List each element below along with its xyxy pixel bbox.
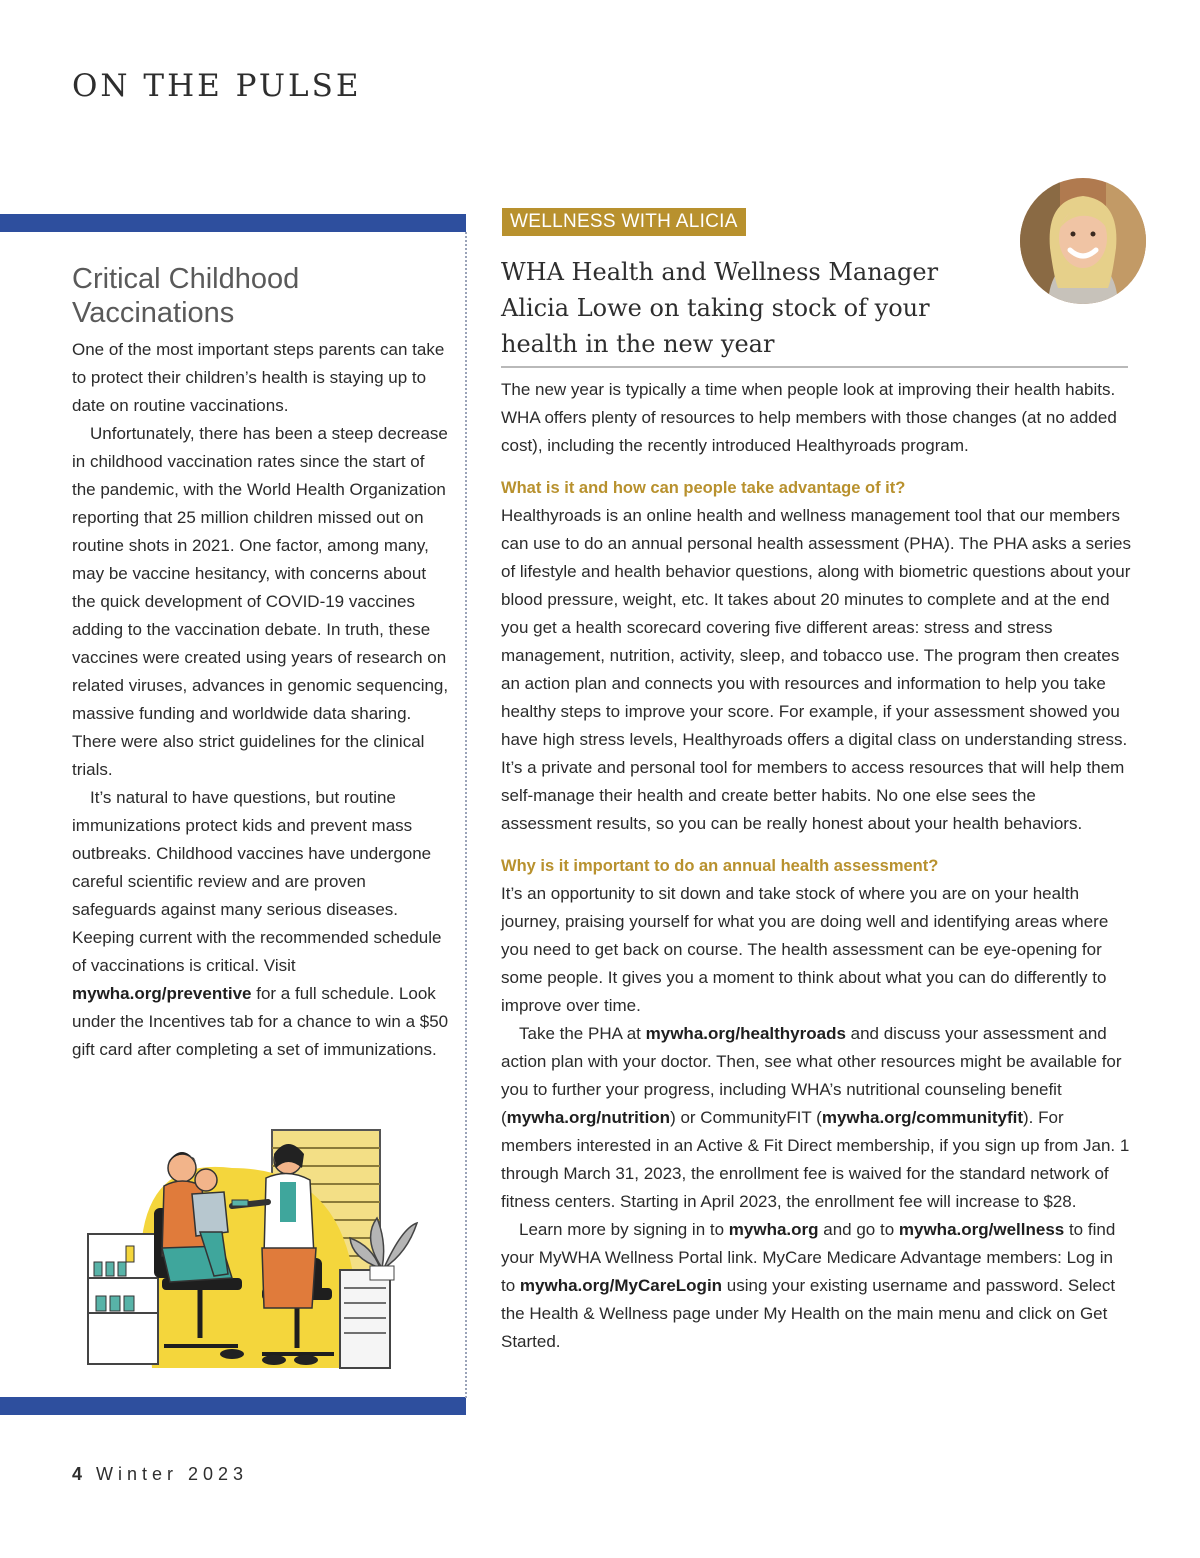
vaccination-illustration — [82, 1128, 442, 1380]
text-span: ). For members interested in an Active & Fit Direct membership, if you sign up from Jan. 1 through March 31, 2023, the enrollment fee is waived for the standard network of fitness centers. Starting in April 2023, the enrollment fee will increase to $28. — [501, 1108, 1130, 1211]
wellness-link[interactable]: mywha.org/wellness — [898, 1220, 1065, 1239]
headline-divider — [501, 366, 1128, 368]
top-blue-bar — [0, 214, 466, 232]
text-span: to find your MyWHA Wellness Portal link. MyCare Medicare Advantage members: Log in to — [501, 1220, 1116, 1295]
text-span: ) or CommunityFIT ( — [670, 1108, 822, 1127]
preventive-link[interactable]: mywha.org/preventive — [72, 984, 252, 1003]
text-span: and go to — [818, 1220, 899, 1239]
page-footer — [72, 1464, 248, 1485]
bottom-blue-bar — [0, 1397, 466, 1415]
healthyroads-link[interactable]: mywha.org/healthyroads — [645, 1024, 846, 1043]
column-divider — [465, 232, 467, 1398]
mywha-link[interactable]: mywha.org — [728, 1220, 819, 1239]
nutrition-link[interactable]: mywha.org/nutrition — [506, 1108, 671, 1127]
article-headline: WHA Health and Wellness Manager Alicia Lowe on taking stock of your health in the new year — [501, 258, 939, 358]
vaccination-article — [72, 262, 452, 1064]
text-span: Learn more by signing in to — [519, 1220, 729, 1239]
wellness-article — [501, 376, 1131, 1356]
article-paragraph — [501, 1216, 1131, 1356]
text-span: It’s natural to have questions, but routine immunizations protect kids and prevent mass outbreaks. Childhood vaccines have undergone careful scientific review and are proven safeguards against many serious diseases. Keeping current with the recommended schedule of vaccinations is critical. Visit — [72, 788, 442, 975]
text-span: Take the PHA at — [519, 1024, 646, 1043]
mycare-login-link[interactable]: mywha.org/MyCareLogin — [519, 1276, 723, 1295]
page-number: 4 — [72, 1464, 83, 1484]
question-heading: Why is it important to do an annual health assessment? — [501, 857, 939, 875]
question-heading: What is it and how can people take advantage of it? — [501, 479, 906, 497]
author-avatar — [1020, 178, 1146, 304]
article-paragraph: One of the most important steps parents can take to protect their children’s health is staying up to date on routine vaccinations. — [72, 340, 445, 415]
article-paragraph: It’s an opportunity to sit down and take stock of where you are on your health journey, praising yourself for what you are doing well and identifying areas where you need to get back on course. The health assessment can be eye-opening for some people. It gives you a moment to think about what you can do differently to improve over time. — [501, 884, 1109, 1015]
portrait-image — [1020, 178, 1146, 304]
article-paragraph: Healthyroads is an online health and wellness management tool that our members can use to do an annual personal health assessment (PHA). The PHA asks a series of lifestyle and health behavior questions, along with biometric questions about your blood pressure, weight, etc. It takes about 20 minutes to complete and at the end you get a health scorecard covering five different areas: stress and stress management, nutrition, activity, sleep, and tobacco use. The program then creates an action plan and connects you with resources and information to help you take healthy steps to improve your score. For example, if your assessment showed you have high stress levels, Healthyroads offers a digital class on understanding stress. It’s a private and personal tool for members to access resources that will help them self-manage their health and create better habits. No one else sees the assessment results, so you can be really honest about your health behaviors. — [501, 506, 1131, 833]
article-paragraph: The new year is typically a time when people look at improving their health habits. WHA offers plenty of resources to help members with those changes (at no added cost), including the recently introduced Healthyroads program. — [501, 380, 1117, 455]
article-paragraph: Unfortunately, there has been a steep decrease in childhood vaccination rates since the start of the pandemic, with the World Health Organization reporting that 25 million children missed out on routine shots in 2021. One factor, among many, may be vaccine hesitancy, with concerns about the quick development of COVID-19 vaccines adding to the vaccination debate. In truth, these vaccines were created using years of research on related viruses, advances in genomic sequencing, massive funding and worldwide data sharing. There were also strict guidelines for the clinical trials. — [72, 424, 449, 779]
article-title: Critical Childhood Vaccinations — [72, 263, 300, 329]
article-paragraph — [72, 784, 452, 1064]
issue-season: Winter 2023 — [96, 1464, 249, 1484]
column-badge: WELLNESS WITH ALICIA — [502, 208, 746, 236]
text-span: using your existing username and password. Select the Health & Wellness page under My Health on the main menu and click on Get Started. — [501, 1276, 1116, 1351]
text-span: for a full schedule. Look under the Incentives tab for a chance to win a $50 gift card after completing a set of immunizations. — [72, 984, 449, 1059]
communityfit-link[interactable]: mywha.org/communityfit — [821, 1108, 1024, 1127]
article-paragraph — [501, 1020, 1131, 1216]
text-span: and discuss your assessment and action plan with your doctor. Then, see what other resources might be available for you to further your progress, including WHA’s nutritional counseling benefit ( — [501, 1024, 1122, 1127]
section-title: ON THE PULSE — [72, 68, 362, 104]
